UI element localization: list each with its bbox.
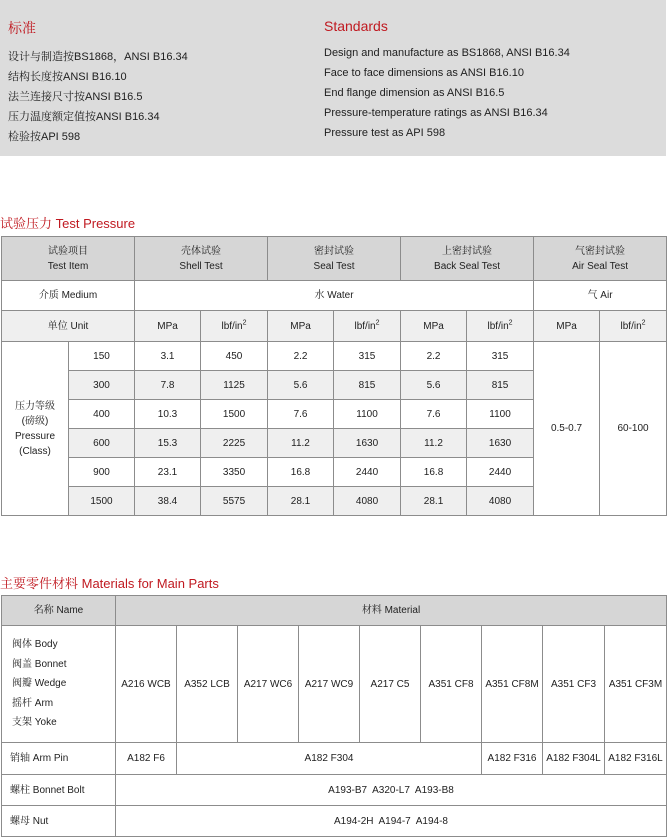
pressure-class-label: 压力等级 (磅级) Pressure (Class) bbox=[2, 342, 69, 516]
material-cell: A352 LCB bbox=[177, 626, 238, 743]
standards-zh-column bbox=[8, 18, 188, 147]
unit-lbf: lbf/$in^2$ bbox=[201, 311, 268, 342]
material-cell: A182 F304 bbox=[177, 743, 482, 775]
standards-en-title: Standards bbox=[324, 18, 388, 34]
nut-row bbox=[2, 806, 667, 837]
medium-label: 介质 Medium bbox=[2, 281, 135, 311]
back-seal-lbf: 2440 bbox=[467, 458, 534, 487]
unit-mpa: MPa bbox=[401, 311, 467, 342]
air-seal-lbf: 60-100 bbox=[600, 342, 667, 516]
arm-pin-label: 销轴 Arm Pin bbox=[2, 743, 116, 775]
class-value: 900 bbox=[69, 458, 135, 487]
seal-mpa: 5.6 bbox=[268, 371, 334, 400]
standard-en-line: Pressure-temperature ratings as ANSI B16.34 bbox=[324, 107, 548, 119]
shell-mpa: 10.3 bbox=[135, 400, 201, 429]
medium-water: 水 Water bbox=[135, 281, 534, 311]
class-value: 1500 bbox=[69, 487, 135, 516]
shell-lbf: 450 bbox=[201, 342, 268, 371]
air-seal-test-header: 气密封试验 Air Seal Test bbox=[534, 237, 667, 281]
air-seal-mpa: 0.5-0.7 bbox=[534, 342, 600, 516]
standards-panel bbox=[0, 0, 666, 156]
standards-zh-title: 标准 bbox=[8, 20, 36, 36]
arm-pin-row bbox=[2, 743, 667, 775]
back-seal-lbf: 4080 bbox=[467, 487, 534, 516]
shell-lbf: 5575 bbox=[201, 487, 268, 516]
material-cell: A182 F316L bbox=[605, 743, 667, 775]
test-pressure-title: 试验压力 Test Pressure bbox=[0, 216, 136, 231]
medium-row bbox=[2, 281, 667, 311]
material-cell: A182 F316 bbox=[482, 743, 543, 775]
unit-label: 单位 Unit bbox=[2, 311, 135, 342]
back-seal-test-header: 上密封试验 Back Seal Test bbox=[401, 237, 534, 281]
standards-en-column bbox=[324, 18, 570, 143]
material-cell: A217 WC9 bbox=[299, 626, 360, 743]
seal-mpa: 2.2 bbox=[268, 342, 334, 371]
seal-lbf: 2440 bbox=[334, 458, 401, 487]
back-seal-lbf: 815 bbox=[467, 371, 534, 400]
back-seal-lbf: 315 bbox=[467, 342, 534, 371]
unit-row bbox=[2, 311, 667, 342]
bonnet-bolt-row bbox=[2, 775, 667, 806]
material-cell: A216 WCB bbox=[116, 626, 177, 743]
back-seal-mpa: 11.2 bbox=[401, 429, 467, 458]
seal-lbf: 1630 bbox=[334, 429, 401, 458]
unit-lbf: lbf/$in^2$ bbox=[467, 311, 534, 342]
class-value: 300 bbox=[69, 371, 135, 400]
material-cell: A351 CF8 bbox=[421, 626, 482, 743]
test-header-row bbox=[2, 237, 667, 281]
seal-lbf: 1100 bbox=[334, 400, 401, 429]
seal-lbf: 315 bbox=[334, 342, 401, 371]
shell-mpa: 15.3 bbox=[135, 429, 201, 458]
unit-mpa: MPa bbox=[135, 311, 201, 342]
nut-material: A194-2H A194-7 A194-8 bbox=[116, 806, 667, 837]
seal-mpa: 11.2 bbox=[268, 429, 334, 458]
material-cell: A217 WC6 bbox=[238, 626, 299, 743]
shell-lbf: 1125 bbox=[201, 371, 268, 400]
standard-zh-line: 检验按API 598 bbox=[8, 131, 81, 143]
medium-air: 气 Air bbox=[534, 281, 667, 311]
test-pressure-table bbox=[1, 236, 667, 516]
back-seal-mpa: 7.6 bbox=[401, 400, 467, 429]
standard-en-line: Design and manufacture as BS1868, ANSI B16.34 bbox=[324, 47, 570, 59]
back-seal-mpa: 16.8 bbox=[401, 458, 467, 487]
class-value: 400 bbox=[69, 400, 135, 429]
back-seal-lbf: 1100 bbox=[467, 400, 534, 429]
material-cell: A217 C5 bbox=[360, 626, 421, 743]
unit-mpa: MPa bbox=[534, 311, 600, 342]
materials-table bbox=[1, 595, 667, 837]
material-cell: A351 CF3M bbox=[605, 626, 667, 743]
back-seal-lbf: 1630 bbox=[467, 429, 534, 458]
class-value: 150 bbox=[69, 342, 135, 371]
material-cell: A351 CF3 bbox=[543, 626, 605, 743]
test-item-header: 试验项目 Test Item bbox=[2, 237, 135, 281]
shell-lbf: 3350 bbox=[201, 458, 268, 487]
standard-en-line: End flange dimension as ANSI B16.5 bbox=[324, 87, 505, 99]
unit-lbf: lbf/$in^2$ bbox=[600, 311, 667, 342]
shell-test-header: 壳体试验 Shell Test bbox=[135, 237, 268, 281]
bonnet-bolt-label: 螺柱 Bonnet Bolt bbox=[2, 775, 116, 806]
standard-zh-line: 设计与制造按BS1868，ANSI B16.34 bbox=[8, 51, 188, 63]
standard-en-line: Pressure test as API 598 bbox=[324, 127, 446, 139]
seal-lbf: 4080 bbox=[334, 487, 401, 516]
standard-zh-line: 结构长度按ANSI B16.10 bbox=[8, 71, 127, 83]
bonnet-bolt-material: A193-B7 A320-L7 A193-B8 bbox=[116, 775, 667, 806]
class-value: 600 bbox=[69, 429, 135, 458]
shell-lbf: 2225 bbox=[201, 429, 268, 458]
seal-mpa: 7.6 bbox=[268, 400, 334, 429]
shell-mpa: 38.4 bbox=[135, 487, 201, 516]
standard-zh-line: 压力温度额定值按ANSI B16.34 bbox=[8, 111, 160, 123]
seal-test-header: 密封试验 Seal Test bbox=[268, 237, 401, 281]
seal-mpa: 28.1 bbox=[268, 487, 334, 516]
nut-label: 螺母 Nut bbox=[2, 806, 116, 837]
seal-mpa: 16.8 bbox=[268, 458, 334, 487]
body-parts-label: 阀体 Body 阀盖 Bonnet 阀瓣 Wedge 摇杆 Arm 支架 Yoke bbox=[2, 626, 116, 743]
unit-mpa: MPa bbox=[268, 311, 334, 342]
shell-mpa: 7.8 bbox=[135, 371, 201, 400]
material-cell: A182 F304L bbox=[543, 743, 605, 775]
back-seal-mpa: 5.6 bbox=[401, 371, 467, 400]
shell-mpa: 3.1 bbox=[135, 342, 201, 371]
back-seal-mpa: 28.1 bbox=[401, 487, 467, 516]
standard-en-line: Face to face dimensions as ANSI B16.10 bbox=[324, 67, 524, 79]
materials-header-row bbox=[2, 596, 667, 626]
body-parts-row bbox=[2, 626, 667, 743]
unit-lbf: lbf/$in^2$ bbox=[334, 311, 401, 342]
name-header: 名称 Name bbox=[2, 596, 116, 626]
material-header: 材料 Material bbox=[116, 596, 667, 626]
standard-zh-line: 法兰连接尺寸按ANSI B16.5 bbox=[8, 91, 143, 103]
materials-title: 主要零件材料 Materials for Main Parts bbox=[0, 576, 219, 591]
class-row bbox=[2, 342, 667, 371]
shell-lbf: 1500 bbox=[201, 400, 268, 429]
material-cell: A351 CF8M bbox=[482, 626, 543, 743]
seal-lbf: 815 bbox=[334, 371, 401, 400]
back-seal-mpa: 2.2 bbox=[401, 342, 467, 371]
shell-mpa: 23.1 bbox=[135, 458, 201, 487]
material-cell: A182 F6 bbox=[116, 743, 177, 775]
